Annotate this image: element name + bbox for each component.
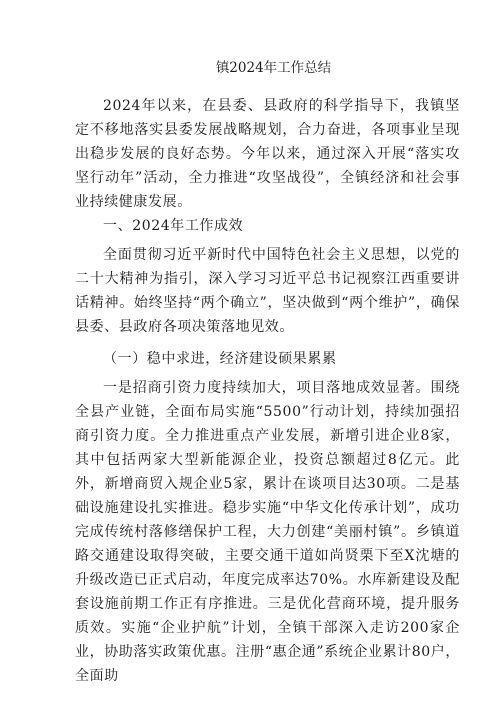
intro-paragraph: 2024年以来，在县委、县政府的科学指导下，我镇坚定不移地落实县委发展战略规划，合力奋进，各项事业呈现出稳步发展的良好态势。今年以来，通过深入开展“落实攻坚行动年”活动，全力推进“攻坚战役”，全镇经济和社会事业持续健康发展。	[75, 98, 460, 210]
section-heading: 一、2024年工作成效	[103, 218, 244, 234]
subsection-paragraph: 一是招商引资力度持续加大，项目落地成效显著。围绕全县产业链，全面布局实施“5500”行动计划，持续加强招商引资力度。全力推进重点产业发展，新增引进企业8家，其中包括两家大型新能源企业，投资总额超过8亿元。此外，新增商贸入规企业5家，累计在谈项目达30项。二是基础设施建设扎实推进。稳步实施“中华文化传承计划”，成功完成传统村落修缮保护工程，大力创建“美丽村镇”。乡镇道路交通建设取得突破，主要交通干道如尚贤栗下至X沈塘的升级改造已正式启动，年度完成率达70%。水库新建设及配套设施前期工作正有序推进。三是优化营商环境，提升服务质效。实施“企业护航”计划，全镇干部深入走访200家企业，协助落实政策优惠。注册“惠企通”系统企业累计80户，全面助	[75, 380, 460, 684]
subsection-heading: （一）稳中求进，经济建设硕果累累	[103, 351, 337, 367]
document-title: 镇2024年工作总结	[215, 60, 332, 76]
section-paragraph: 全面贯彻习近平新时代中国特色社会主义思想，以党的二十大精神为指引，深入学习习近平总书记视察江西重要讲话精神。始终坚持“两个确立”，坚决做到“两个维护”，确保县委、县政府各项决策落地见效。	[75, 247, 460, 335]
